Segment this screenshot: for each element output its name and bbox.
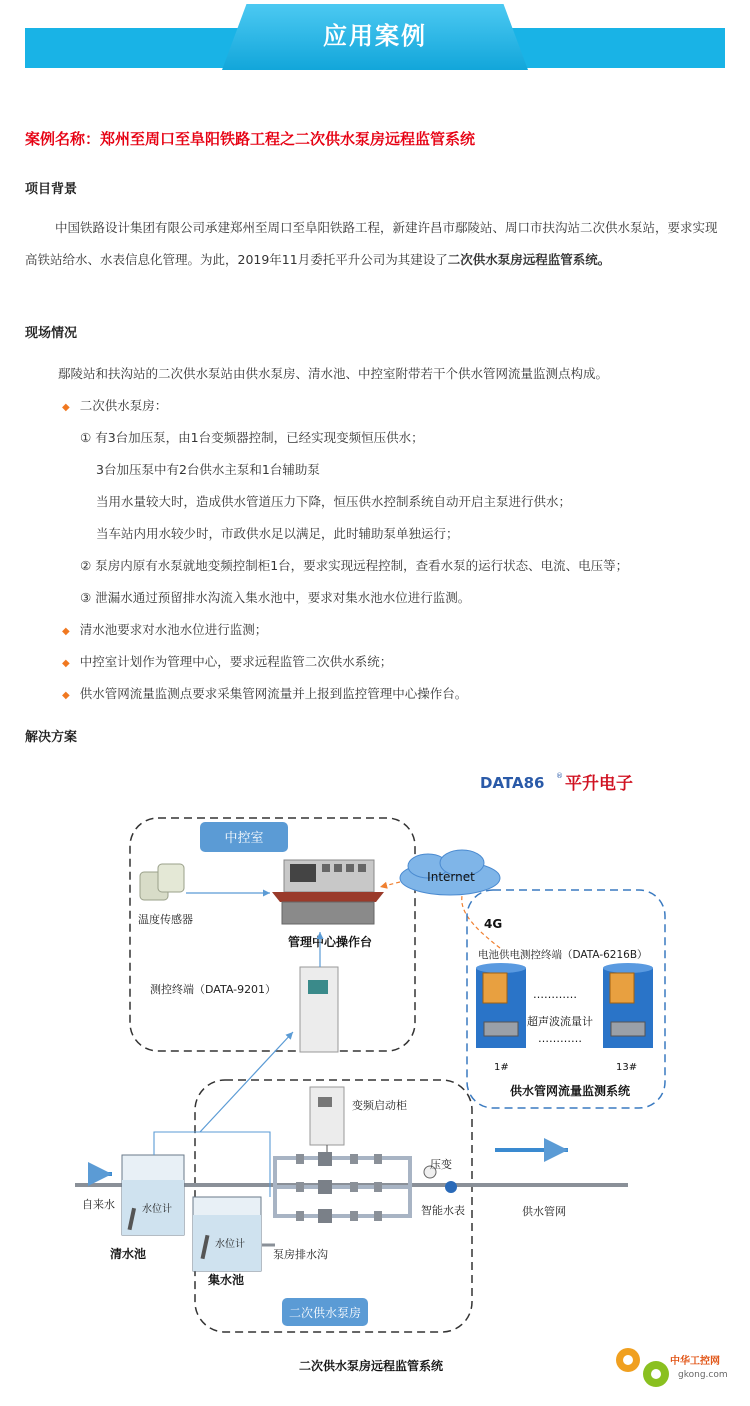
case-title: 案例名称：郑州至周口至阜阳铁路工程之二次供水泵房远程监管系统 <box>25 130 476 148</box>
item-text: 泄漏水通过预留排水沟流入集水池中，要求对集水池水位进行监测。 <box>95 590 471 605</box>
tap-water-label: 自来水 <box>82 1198 115 1211</box>
drain-label: 泵房排水沟 <box>273 1248 328 1261</box>
collect-pool-level-label: 水位计 <box>215 1239 245 1250</box>
bullet-clear-pool <box>62 620 267 638</box>
temp-sensor-label: 温度传感器 <box>138 913 193 926</box>
background-paragraph <box>25 212 725 276</box>
flowmeter-label: 超声波流量计 <box>527 1015 593 1028</box>
smart-meter-label: 智能水表 <box>421 1204 465 1217</box>
watermark-url: gkong.com <box>678 1370 728 1380</box>
item-1-sub-2: 当用水量较大时，造成供水管道压力下降，恒压供水控制系统自动开启主泵进行供水； <box>96 494 572 509</box>
control-room-label: 中控室 <box>224 831 264 846</box>
internet-label: Internet <box>427 870 475 884</box>
item-text: 有3台加压泵，由1台变频器控制，已经实现变频恒压供水； <box>95 430 424 445</box>
bullet-text: 清水池要求对水池水位进行监测； <box>79 622 268 637</box>
pump-room-label: 二次供水泵房 <box>288 1306 362 1320</box>
vfd-cabinet-label: 变频启动柜 <box>352 1099 407 1112</box>
bullet-control-room <box>62 652 392 670</box>
bullet-text: 二次供水泵房： <box>79 398 168 413</box>
bullet-icon: ◆ <box>62 690 70 701</box>
item-1-sub-3: 当车站内用水较少时，市政供水足以满足，此时辅助泵单独运行； <box>96 526 459 541</box>
clear-pool-label: 清水池 <box>110 1247 147 1261</box>
system-diagram <box>0 760 750 1406</box>
collect-pool-label: 集水池 <box>208 1273 245 1287</box>
item-1-sub-1: 3台加压泵中有2台供水主泵和1台辅助泵 <box>96 462 320 477</box>
brand-chinese: 平升电子 <box>565 774 633 794</box>
bullet-icon: ◆ <box>62 626 70 637</box>
brand-logo <box>480 772 633 794</box>
clear-pool-level-label: 水位计 <box>142 1204 172 1215</box>
bullet-pump-room <box>62 396 167 414</box>
bullet-icon: ◆ <box>62 658 70 669</box>
control-room-region <box>130 818 415 1051</box>
clear-pool-icon <box>122 1155 184 1235</box>
console-label: 管理中心操作台 <box>287 935 373 949</box>
vfd-cabinet-icon <box>310 1087 344 1145</box>
point-13-label: 13# <box>616 1062 638 1073</box>
terminal-label: 测控终端（DATA-9201） <box>150 983 277 996</box>
pump-group-icon <box>275 1152 410 1223</box>
brand-registered-mark: ® <box>556 772 563 780</box>
banner-title: 应用案例 <box>323 22 427 50</box>
smart-meter-icon <box>445 1181 457 1193</box>
brand-latin: DATA86 <box>480 774 545 792</box>
item-number: ② <box>80 558 92 573</box>
battery-terminal-label: 电池供电测控终端（DATA-6216B） <box>478 949 648 961</box>
bullet-flow-points <box>62 684 467 702</box>
item-number: ① <box>80 430 92 445</box>
item-number: ③ <box>80 590 92 605</box>
network-system-label: 供水管网流量监测系统 <box>510 1084 631 1098</box>
item-3 <box>80 588 470 606</box>
point-1-label: 1# <box>494 1062 509 1073</box>
terminal-cabinet-icon <box>300 967 338 1052</box>
background-text-bold: 二次供水泵房远程监管系统。 <box>447 252 611 267</box>
temperature-sensor-icon <box>140 864 184 900</box>
section-heading-site: 现场情况 <box>25 326 78 341</box>
section-heading-solution: 解决方案 <box>25 730 78 745</box>
collect-pool-icon <box>193 1197 261 1271</box>
section-heading-background: 项目背景 <box>25 182 78 197</box>
background-text: 中国铁路设计集团有限公司承建郑州至周口至阜阳铁路工程，新建许昌市鄢陵站、周口市扶沟站二次供水泵站，要求实现高铁站给水、水表信息化管理。为此，2019年11月委托平升公司为其建设了 <box>25 220 718 267</box>
pressure-label: 压变 <box>430 1158 452 1171</box>
item-text: 泵房内原有水泵就地变频控制柜1台，要求实现远程控制，查看水泵的运行状态、电流、电压等； <box>95 558 629 573</box>
bullet-icon: ◆ <box>62 402 70 413</box>
dots-bottom: ………… <box>538 1032 582 1045</box>
flow-point-1-icon <box>476 963 526 1048</box>
4g-label: 4G <box>484 917 503 931</box>
bullet-text: 供水管网流量监测点要求采集管网流量并上报到监控管理中心操作台。 <box>79 686 468 701</box>
supply-network-label: 供水管网 <box>522 1205 566 1218</box>
bullet-text: 中控室计划作为管理中心，要求远程监管二次供水系统； <box>79 654 393 669</box>
flow-point-13-icon <box>603 963 653 1048</box>
item-2 <box>80 556 628 574</box>
console-icon <box>272 860 384 924</box>
watermark-cn: 中华工控网 <box>670 1356 720 1367</box>
diagram-caption: 二次供水泵房远程监管系统 <box>298 1359 444 1373</box>
item-1 <box>80 428 424 446</box>
site-intro: 鄢陵站和扶沟站的二次供水泵站由供水泵房、清水池、中控室附带若干个供水管网流量监测点构成。 <box>58 366 609 381</box>
gkong-watermark-icon <box>616 1348 669 1387</box>
dots-top: ………… <box>533 988 577 1001</box>
